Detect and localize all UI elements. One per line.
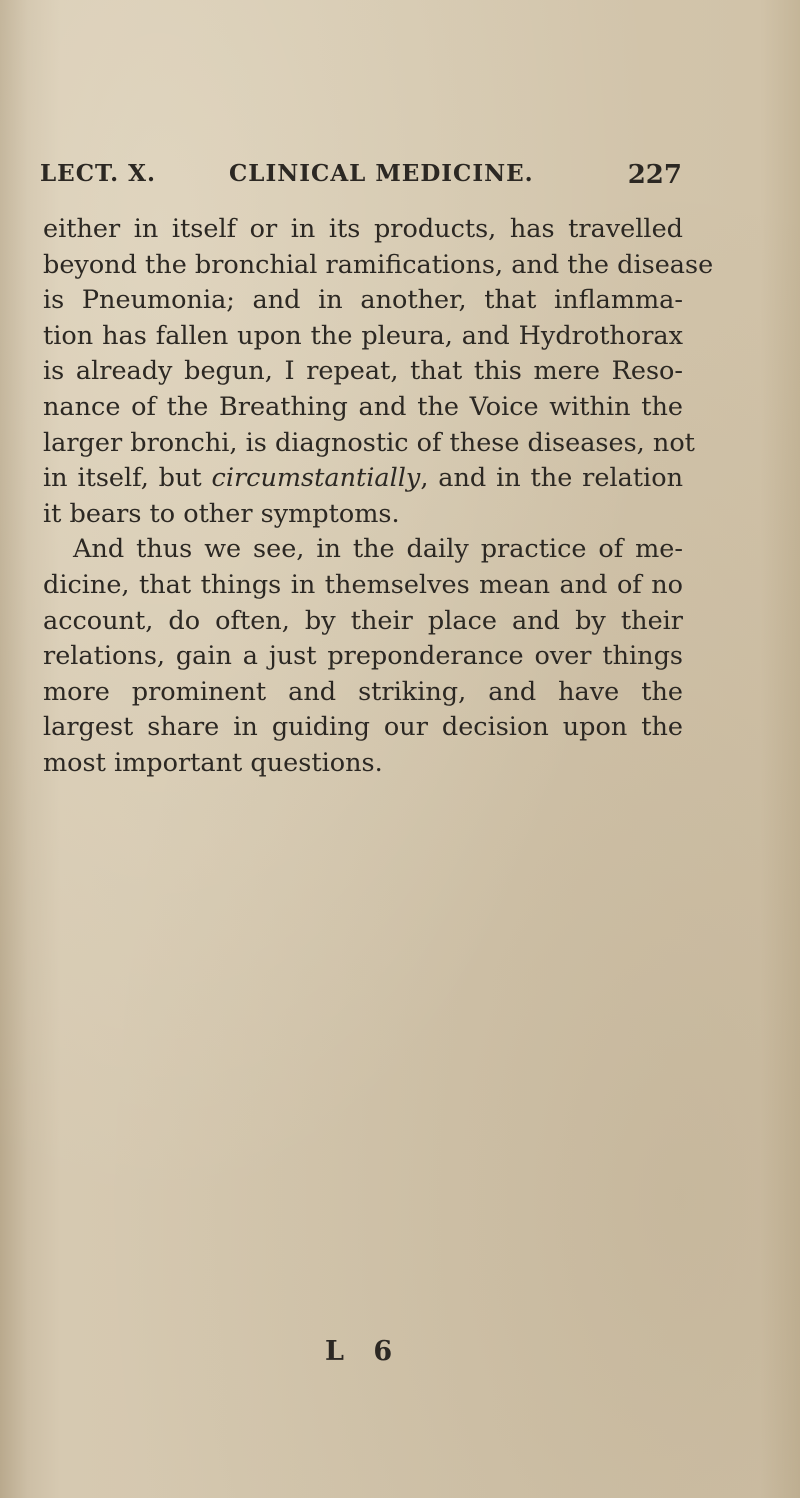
text-line: beyond the bronchial ramifications, and the disease xyxy=(43,249,714,280)
text-line: dicine, that things in themselves mean and of no xyxy=(43,569,683,600)
running-title: CLINICAL MEDICINE. xyxy=(229,160,534,187)
paragraph-start-line: And thus we see, in the daily practice of me- xyxy=(73,534,683,565)
text-line: is already begun, I repeat, that this mere Reso- xyxy=(43,356,683,387)
text-line: largest share in guiding our decision upon the xyxy=(43,712,683,743)
signature-mark: L 6 xyxy=(325,1336,403,1367)
text-segment: , and in the relation xyxy=(420,463,683,494)
running-header xyxy=(40,160,682,194)
text-line: either in itself or in its products, has travelled xyxy=(43,214,683,244)
text-segment: in itself, but xyxy=(43,463,212,494)
text-line: account, do often, by their place and by their xyxy=(43,605,683,636)
emphasized-word: circumstantially xyxy=(211,463,421,494)
lecture-number: LECT. X. xyxy=(40,160,157,187)
text-line: nance of the Breathing and the Voice within the xyxy=(43,391,683,422)
text-line: it bears to other symptoms. xyxy=(43,498,400,529)
text-line: more prominent and striking, and have the xyxy=(43,676,683,707)
page-number: 227 xyxy=(627,160,682,190)
text-line: most important questions. xyxy=(43,747,383,778)
text-line: relations, gain a just preponderance over things xyxy=(43,641,683,672)
body-text xyxy=(43,212,714,782)
text-line: is Pneumonia; and in another, that inflamma- xyxy=(43,285,683,316)
text-line-with-emphasis xyxy=(43,461,683,497)
text-line: tion has fallen upon the pleura, and Hydrothorax xyxy=(43,320,683,351)
text-line: larger bronchi, is diagnostic of these diseases, not xyxy=(43,427,695,458)
